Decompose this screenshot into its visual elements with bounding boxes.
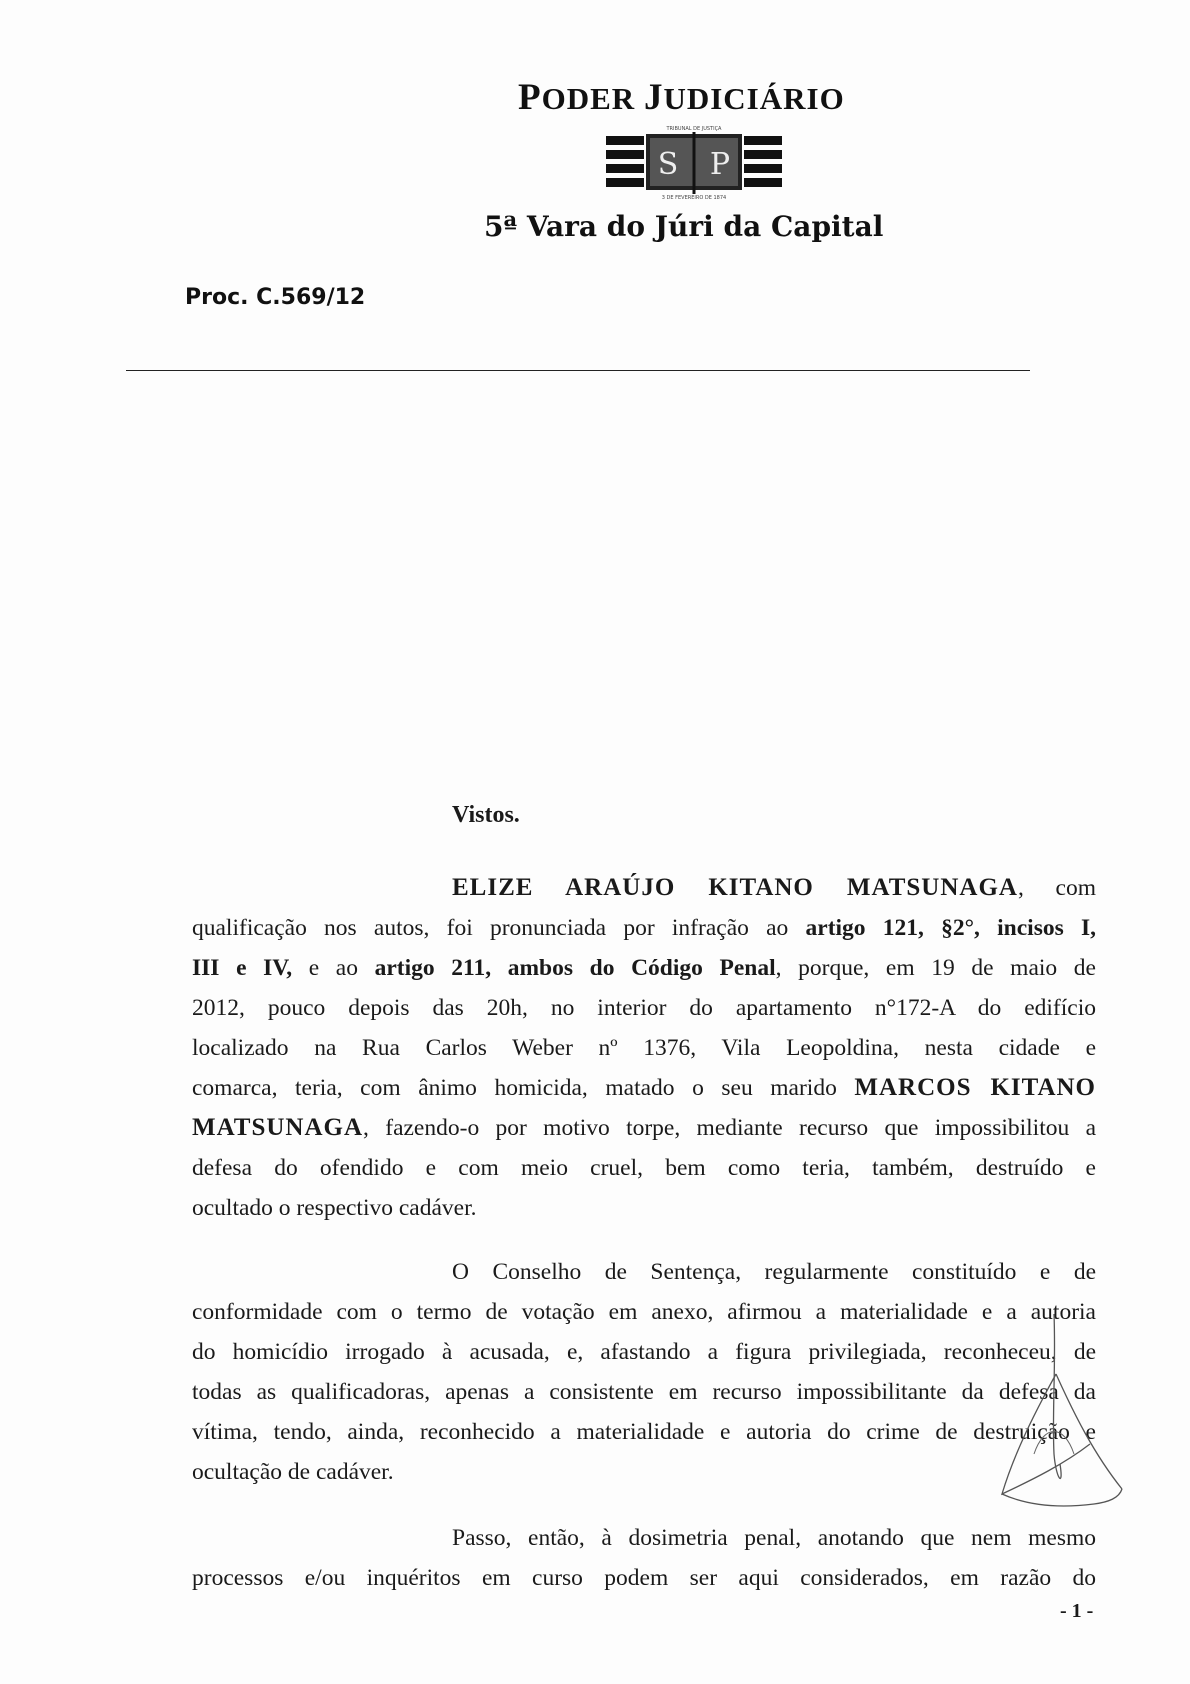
paragraph-line: ocultado o respectivo cadáver. [192, 1195, 477, 1221]
paragraph-line: todas as qualificadoras, apenas a consistente em recurso impossibilitante da defesa da [192, 1379, 1096, 1405]
header-divider [126, 370, 1030, 371]
paragraph-line: ELIZE ARAÚJO KITANO MATSUNAGA, com [452, 874, 1097, 901]
svg-text:P: P [709, 147, 731, 182]
svg-text:S: S [657, 147, 679, 182]
vistos-heading: Vistos. [452, 802, 520, 828]
paragraph-line: ocultação de cadáver. [192, 1459, 394, 1485]
paragraph-line: III e IV, e ao artigo 211, ambos do Código Penal, porque, em 19 de maio de [192, 955, 1096, 981]
paragraph-line: qualificação nos autos, foi pronunciada por infração ao artigo 121, §2°, incisos I, [192, 915, 1096, 941]
svg-text:TRIBUNAL DE JUSTIÇA: TRIBUNAL DE JUSTIÇA [666, 126, 722, 132]
paragraph-line: O Conselho de Sentença, regularmente constituído e de [452, 1259, 1096, 1285]
header-title: PODER JUDICIÁRIO [518, 77, 845, 118]
svg-text:3 DE FEVEREIRO DE 1874: 3 DE FEVEREIRO DE 1874 [661, 195, 727, 200]
paragraph-line: 2012, pouco depois das 20h, no interior do apartamento n°172-A do edifício [192, 995, 1096, 1021]
paragraph-line: vítima, tendo, ainda, reconhecido a materialidade e autoria do crime de destruição e [192, 1419, 1096, 1445]
paragraph-line: defesa do ofendido e com meio cruel, bem como teria, também, destruído e [192, 1155, 1096, 1181]
paragraph-line: Passo, então, à dosimetria penal, anotando que nem mesmo [452, 1525, 1096, 1551]
paragraph-line: localizado na Rua Carlos Weber nº 1376, Vila Leopoldina, nesta cidade e [192, 1035, 1096, 1061]
process-number: Proc. C.569/12 [185, 285, 366, 310]
paragraph-line: do homicídio irrogado à acusada, e, afastando a figura privilegiada, reconheceu, de [192, 1339, 1096, 1365]
paragraph-2 [192, 1252, 1096, 1492]
paragraph-line: comarca, teria, com ânimo homicida, matado o seu marido MARCOS KITANO [192, 1074, 1096, 1101]
paragraph-line: processos e/ou inquéritos em curso podem ser aqui considerados, em razão do [192, 1565, 1096, 1591]
page-number: - 1 - [1060, 1600, 1094, 1622]
paragraph-line: conformidade com o termo de votação em anexo, afirmou a materialidade e a autoria [192, 1299, 1096, 1325]
paragraph-line: MATSUNAGA, fazendo-o por motivo torpe, mediante recurso que impossibilitou a [192, 1114, 1096, 1141]
court-name: 5ª Vara do Júri da Capital [484, 210, 884, 243]
paragraph-1 [192, 868, 1096, 1228]
signature-icon [994, 1304, 1124, 1534]
court-emblem-icon [606, 122, 782, 200]
paragraph-3 [192, 1518, 1096, 1598]
